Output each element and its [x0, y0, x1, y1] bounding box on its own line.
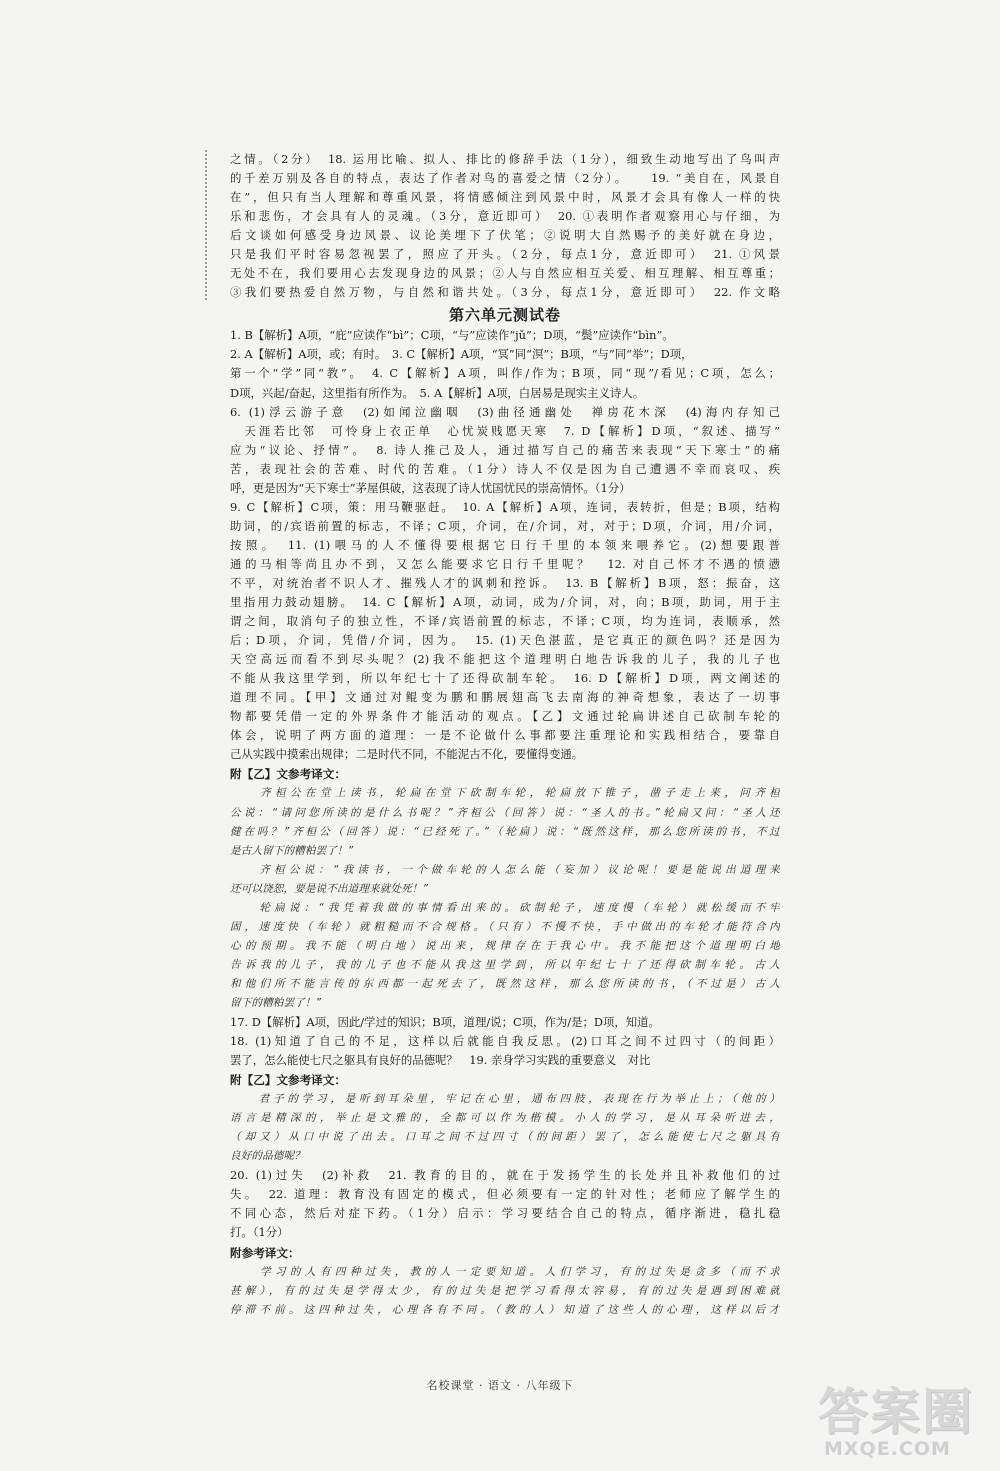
- appendix2-heading: 附【乙】文参考译文：: [230, 1073, 346, 1088]
- text-line: 第一个“学”同“教”。 4. C【解析】A项，叫作/作为；B项，同“现”/看见；C项，怎么；: [230, 366, 780, 381]
- text-line: 君子的学习，是听到耳朵里，牢记在心里，通布四肢，表现在行为举止上；（他的）: [230, 1093, 780, 1106]
- text-line: 道理不同。【甲】文通过对鲲变为鹏和鹏展翅高飞去南海的神奇想象，表达了一切事: [230, 690, 780, 705]
- text-line: 6. (1)浮云游子意 (2)如闻泣幽咽 (3)曲径通幽处 禅房花木深 (4)海内存知己: [230, 404, 780, 419]
- text-line: （却又）从口中说了出去。口耳之间不过四寸（的间距）罢了，怎么能使七尺之躯具有: [230, 1131, 780, 1144]
- text-line: 9. C【解析】C项，策：用马鞭驱赶。 10. A【解析】A项，连词，表转折，但是；B项，结构: [230, 499, 780, 514]
- top-section: [230, 150, 780, 302]
- text-line: 和他们所不能言传的东西都一起死去了，既然这样，那么您所读的书，（不过是）古人: [230, 977, 780, 990]
- answers-part2: [230, 1013, 780, 1070]
- text-line: 苦，表现社会的苦难、时代的苦难。（1分）诗人不仅是因为自己遭遇不幸而哀叹、疾: [230, 461, 780, 476]
- appendix1-text: [230, 784, 780, 1013]
- text-line: 助词，的/宾语前置的标志，不译；C项，介词，在/介词，对，对于；D项，介词，用/介词，: [230, 518, 780, 533]
- text-line: 还可以饶恕，要是说不出道理来就处死！”: [230, 882, 429, 895]
- text-line: 学习的人有四种过失，教的人一定要知道。人们学习，有的过失是贪多（而不求: [230, 1265, 780, 1278]
- watermark-logo: 答案圈: [818, 1383, 974, 1441]
- text-line: 失。 22. 道理：教育没有固定的模式，但必须要有一定的针对性；老师应了解学生的: [230, 1187, 780, 1202]
- text-line: 良好的品德呢？: [230, 1150, 305, 1163]
- text-line: 之情。（2分） 18. 运用比喻、拟人、排比的修辞手法（1分），细致生动地写出了鸟叫声: [230, 152, 780, 166]
- unit-title: 第六单元测试卷: [448, 306, 561, 325]
- text-line: 1. B【解析】A项，“庇”应读作“bì”；C项，“与”应读作“jǔ”；D项，“鬓”应读作“bìn”。: [230, 328, 674, 343]
- text-line: 甚解），有的过失是学得太少，有的过失是把学习看得太容易，有的过失是遇到困难就: [230, 1284, 780, 1297]
- text-line: 呼，更是因为“天下寒士”茅屋俱破，这表现了诗人忧国忧民的崇高情怀。（1分）: [230, 480, 631, 495]
- text-line: 公说：“请问您所读的是什么书呢？”齐桓公（回答）说：“圣人的书。”轮扁又问：“圣人还: [230, 806, 780, 819]
- text-line: 语言是精深的，举止是文雅的，全都可以作为楷模。小人的学习，是从耳朵听进去，: [230, 1112, 780, 1125]
- text-line: 应为“议论、抒情”。 8. 诗人推己及人，通过描写自己的痛苦来表现“天下寒士”的痛: [230, 442, 780, 457]
- text-line: 17. D【解析】A项，因此/学过的知识；B项，道理/说；C项，作为/是；D项，知道。: [230, 1015, 660, 1030]
- text-line: 留下的糟粕罢了！”: [230, 996, 322, 1009]
- text-line: 天空高远而看不到尽头呢？(2)我不能把这个道理明白地告诉我的儿子，我的儿子也: [230, 652, 780, 667]
- text-line: 后；D项，介词，凭借/介词，因为。 15. (1)天色湛蓝，是它真正的颜色吗？还是因为: [230, 633, 780, 648]
- text-line: 告诉我的儿子，我的儿子也不能从我这里学到，所以年纪七十了还得砍制车轮。古人: [230, 958, 780, 971]
- answers-part3: [230, 1166, 780, 1242]
- text-line: 打。（1分）: [230, 1225, 289, 1240]
- text-line: 体会，说明了两方面的道理：一是不论做什么事都要注重理论和实践相结合，要靠自: [230, 728, 780, 743]
- text-line: 18. (1)知道了自己的不足，这样以后就能自我反思。(2)口耳之间不过四寸（的间距）: [230, 1034, 780, 1049]
- text-line: 齐桓公在堂上读书，轮扁在堂下砍制车轮，轮扁放下锥子，凿子走上来，问齐桓: [230, 787, 780, 800]
- text-line: 里指用力鼓动翅膀。 14. C【解析】A项，动词，成为/介词，对，向；B项，助词，用于主: [230, 595, 780, 610]
- text-line: 不同心态，然后对症下药。（1分）启示：学习要结合自己的特点，循序渐进，稳扎稳: [230, 1206, 780, 1221]
- text-line: 后文谈如何感受身边风景、议论美埋下了伏笔；②说明大自然赐予的美好就在身边，: [230, 228, 780, 243]
- watermark-url: MXQE.COM: [824, 1438, 951, 1460]
- appendix3-heading: 附参考译文：: [230, 1245, 300, 1260]
- text-line: D项，兴起/奋起，这里指有所作为。 5. A【解析】A项，白居易是现实主义诗人。: [230, 385, 645, 400]
- text-line: 物都要凭借一定的外界条件才能活动的观点。【乙】文通过轮扁讲述自己砍制车轮的: [230, 709, 780, 724]
- text-line: 2. A【解析】A项，或；有时。 3. C【解析】A项，“冥”同“溟”；B项，“与”同“举”；D项，: [230, 347, 693, 362]
- text-line: 通的马相等尚且办不到，又怎么能要求它日行千里呢？ 12. 对自己怀才不遇的愤懑: [230, 556, 780, 571]
- text-line: 停滞不前。这四种过失，心理各有不同。（教的人）知道了这些人的心理，这样以后才: [230, 1303, 780, 1316]
- text-line: 己从实践中摸索出规律；二是时代不同，不能泥古不化，要懂得变通。: [230, 747, 584, 762]
- watermark: [818, 1372, 988, 1464]
- text-line: 不平，对统治者不识人才、摧残人才的讽刺和控诉。 13. B【解析】B项，怒：振奋，这: [230, 575, 780, 590]
- appendix3-text: [230, 1263, 780, 1320]
- text-line: ③我们要热爱自然万物，与自然和谐共处。（3分，每点1分，意近即可） 22. 作文略: [230, 285, 780, 300]
- text-line: 齐桓公说：“我读书，一个做车轮的人怎么能（妄加）议论呢！要是能说出道理来: [230, 863, 780, 876]
- text-line: 按照。 11. (1)喂马的人不懂得要根据它日行千里的本领来喂养它。(2)想要跟普: [230, 537, 780, 552]
- text-line: 健在吗？”齐桓公（回答）说：“已经死了。”（轮扁）说：“既然这样，那么您所读的书，不过: [230, 825, 780, 838]
- answer-column: [230, 150, 780, 1320]
- text-line: 罢了，怎么能使七尺之躯具有良好的品德呢？ 19. 亲身学习实践的重要意义 对比: [230, 1053, 651, 1068]
- answers-part1: [230, 326, 780, 764]
- text-line: 固，速度快（车轮）就粗糙而不合规格。（只有）不慢不快，手中做出的车轮才能符合内: [230, 920, 780, 933]
- text-line: 谓之间，取消句子的独立性，不译/宾语前置的标志，不译；C项，均为连词，表顺承，然: [230, 614, 780, 629]
- text-line: 20. (1)过失 (2)补救 21. 教育的目的，就在于发扬学生的长处并且补救他们的过: [230, 1168, 780, 1183]
- text-line: 无处不在，我们要用心去发现身边的风景；②人与自然应相互关爱、相互理解、相互尊重；: [230, 266, 780, 281]
- page-footer: 名校课堂 · 语文 · 八年级下: [426, 1379, 574, 1392]
- text-line: 是古人留下的糟粕罢了！”: [230, 844, 354, 857]
- text-line: 天涯若比邻 可怜身上衣正单 心忧炭贱愿天寒 7. D【解析】D项，“叙述、描写”: [230, 423, 780, 438]
- text-line: 心的预期。我不能（明白地）说出来，规律存在于我心中。我不能把这个道理明白地: [230, 939, 780, 952]
- appendix2-text: [230, 1090, 780, 1166]
- text-line: 的千差万别及各自的特点，表达了作者对鸟的喜爱之情（2分）。 19. “美自在，风景自: [230, 171, 780, 186]
- text-line: 只是我们平时容易忽视罢了，照应了开头。（2分，每点1分，意近即可） 21. ①风景: [230, 247, 780, 262]
- text-line: 不能从我这里学到，所以年纪七十了还得砍制车轮。 16. D【解析】D项，两文阐述的: [230, 671, 780, 686]
- text-line: 在”，但只有当人理解和尊重风景，将情感倾注到风景中时，风景才会具有像人一样的快: [230, 190, 780, 205]
- text-line: 轮扁说：“我凭着我做的事情看出来的。砍制轮子，速度慢（车轮）就松缓而不牢: [230, 901, 780, 914]
- text-line: 乐和悲伤，才会具有人的灵魂。（3分，意近即可） 20. ①表明作者观察用心与仔细，为: [230, 209, 780, 224]
- page-binding-edge: [205, 150, 210, 300]
- appendix1-heading: 附【乙】文参考译文：: [230, 767, 346, 782]
